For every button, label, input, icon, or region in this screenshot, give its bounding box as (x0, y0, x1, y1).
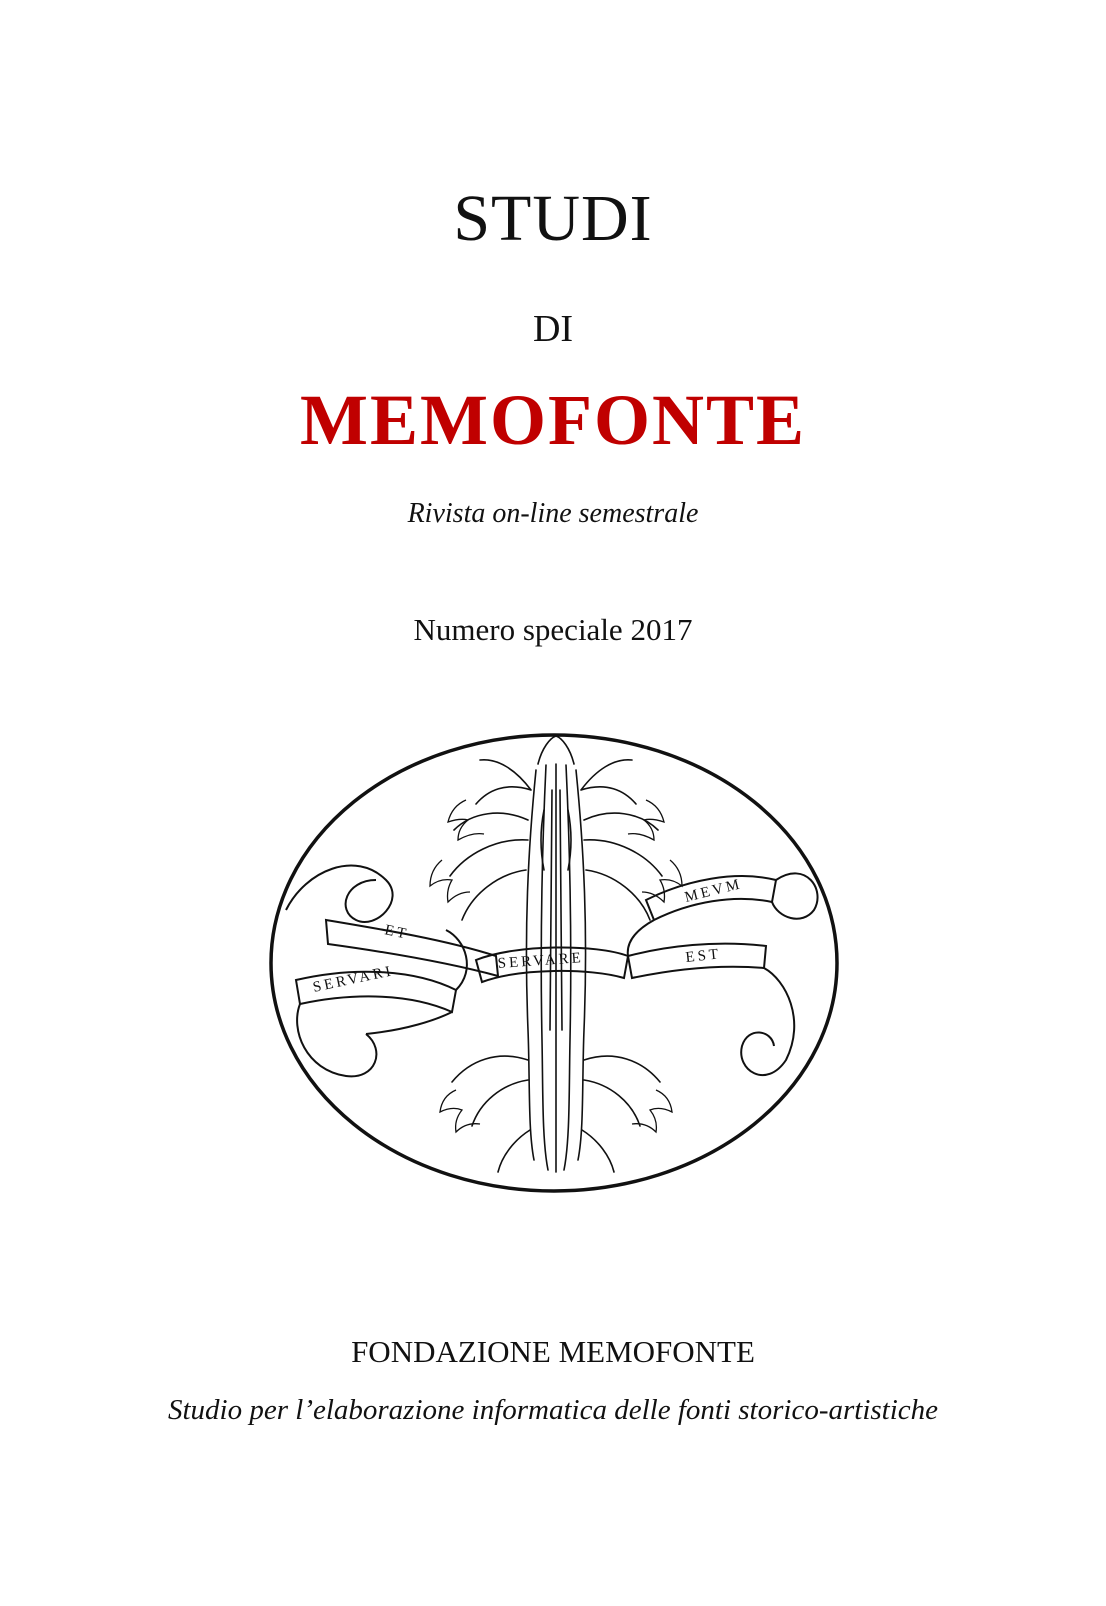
issue-label: Numero speciale 2017 (413, 612, 693, 647)
journal-subtitle: Rivista on-line semestrale (407, 498, 699, 529)
publisher-name: FONDAZIONE MEMOFONTE (351, 1334, 755, 1369)
title-memofonte: MEMOFONTE (300, 380, 806, 460)
banner-word-et: ET (383, 922, 411, 943)
banner-word-meum: MEVM (683, 876, 744, 906)
emblem-illustration (266, 730, 842, 1196)
title-di: DI (532, 308, 574, 350)
banner-word-est: EST (684, 946, 722, 966)
banner-word-servare: SERVARE (497, 950, 585, 972)
title-studi: STUDI (453, 182, 653, 255)
publisher-tagline: Studio per l’elaborazione informatica delle fonti storico-artistiche (167, 1394, 939, 1426)
banner-word-servari: SERVARI (311, 963, 396, 996)
